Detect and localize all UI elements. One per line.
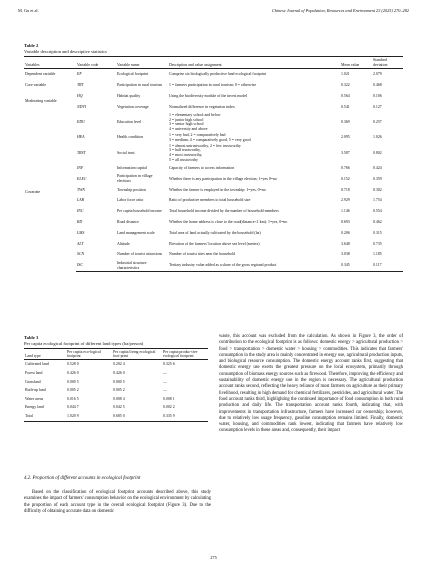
mean-value: 1.146	[341, 209, 350, 214]
variable-description: Using the biodiversity module of the invest model	[169, 94, 248, 99]
value-cell: 0.426 0	[113, 370, 125, 375]
variable-description: Number of tourist sites near the household	[169, 252, 236, 257]
table3-title: Per capita ecological footprint of different land types (ha/person)	[24, 340, 144, 346]
table-row	[24, 369, 208, 378]
standard-deviation: 1.754	[373, 198, 382, 203]
mean-value: 0.152	[341, 176, 350, 181]
mean-value: 3.648	[341, 241, 350, 246]
table-row	[24, 239, 403, 250]
land-type-cell: Water areas	[25, 396, 44, 401]
standard-deviation: 0.117	[372, 260, 403, 271]
table-row	[24, 249, 403, 260]
table-row	[24, 91, 403, 102]
table3-header: Per capita living ecological foot-print	[112, 349, 162, 360]
value-cell: 0.005 2	[67, 388, 79, 393]
mean-value: 1.021	[341, 72, 350, 77]
value-cell: 0.202 4	[113, 362, 125, 367]
table-row	[24, 395, 208, 404]
table-row	[24, 185, 403, 196]
table-row	[24, 228, 403, 239]
variable-name: Land management scale	[117, 230, 155, 235]
variable-name: Number of tourist attractions	[117, 252, 163, 257]
table-row	[24, 378, 208, 387]
section-heading: 4.2. Proportion of different accounts in ecological footprint	[24, 476, 141, 481]
variable-description: Elevation of the farmers' location above sea level (meters)	[169, 241, 260, 246]
variable-description: Capacity of farmers to access information	[169, 166, 235, 171]
header-journal: Chinese Journal of Population, Resources and Environment 23 (2025) 270–282	[271, 8, 409, 13]
variable-description: Whether the home address is close to the road(distance<1 km): 1=yes, 0=no	[169, 220, 288, 225]
table-row	[24, 360, 208, 369]
standard-deviation: 0.735	[373, 241, 382, 246]
variable-code: HQ	[77, 94, 83, 99]
table3-caption	[24, 335, 143, 346]
mean-value: 0.541	[341, 104, 350, 109]
table-row	[24, 195, 403, 206]
standard-deviation: 1.185	[373, 252, 382, 257]
standard-deviation: 0.302	[373, 187, 382, 192]
variable-code: ISC	[76, 260, 116, 271]
variable-code: LAB	[77, 198, 84, 203]
value-cell: 0.000 5	[113, 379, 125, 384]
table3-header-row	[24, 349, 208, 360]
value-cell: 0.002 2	[163, 405, 175, 410]
group-label: Dependent variable	[25, 72, 56, 77]
variable-code: HEA	[77, 135, 85, 140]
table-row	[24, 260, 403, 271]
value-cell: 0.044 7	[67, 405, 79, 410]
variable-description: 1 = almost untrustworthy, 2 = few trustworthy 3 = half trustworthy, 4 = most trustworthy, 5 = all trustworthy	[169, 143, 241, 162]
variable-name: Participation in rural tourism	[117, 83, 163, 88]
table-row	[24, 206, 403, 217]
value-cell: —	[163, 388, 167, 393]
table2-header: Variable code	[76, 57, 116, 69]
value-cell: 0.528 0	[67, 362, 79, 367]
standard-deviation: 0.127	[373, 104, 382, 109]
standard-deviation: 0.802	[373, 150, 382, 155]
variable-name: Road distance	[117, 220, 139, 225]
standard-deviation: 2.079	[373, 72, 382, 77]
variable-description: Total household income divided by the number of household members	[169, 209, 279, 214]
variable-code: EDU	[77, 120, 85, 125]
variable-name: Habitat quality	[117, 94, 141, 99]
mean-value: 0.322	[341, 83, 350, 88]
variable-description: 1 = very bad, 2 = comparatively bad 3 = medium, 4 = comparatively good, 5 = very good	[169, 133, 251, 142]
table-row	[24, 132, 403, 143]
right-column-paragraph: waste, this account was excluded from the calculation. As shown in Figure 3, the order of contribution to the ecological footprint is as follows: domestic energy > agricultural production > food > transportation > domestic water > housing > commodities. This indicates that farmers' consumption in the study area is mainly concentrated in energy use, agricultural production inputs, and biological resource consumption. The domestic energy account ranks first, suggesting that domestic energy use exerts the greatest pressure on the local ecosystem, primarily through consumption of biomass energy sources such as firewood. Therefore, improving the efficiency and sustainability of domestic energy use in the region is necessary. The agricultural production account ranks second, reflecting the heavy reliance of most farmers on agriculture as their primary livelihood, resulting in high demand for chemical fertilizers, pesticides, and agricultural water. The food account ranks third, highlighting the continued importance of food consumption in both rural production and daily life. The transportation account ranks fourth, indicating that, with improvements in transportation infrastructure, farmers have increased car ownership; however, due to relatively low usage frequency, gasoline consumption remains limited. Finally, domestic water, housing, and commodities rank lowest, indicating that farmers have relatively low consumption levels in these areas and, consequently, their impact	[219, 334, 403, 434]
table-row	[24, 412, 208, 421]
variable-code: LMS	[77, 230, 85, 235]
land-type-cell: Built-up land	[25, 388, 46, 393]
running-header	[18, 8, 409, 17]
value-cell: 1.020 9	[66, 412, 112, 421]
variable-name: Participation in village elections	[117, 174, 153, 184]
left-column-paragraph: Based on the classification of ecological footprint accounts described above, this study examines the impact of farmers' consumption behavior on the ecological environment by calculating the proportion of each account type in the overall ecological footprint (Figure 3). Due to the difficulty of obtaining accurate data on domestic	[24, 490, 211, 514]
variable-name: Township position	[117, 187, 146, 192]
table3-header: Per capita produc-tive ecological footprint	[162, 349, 208, 360]
header-authors: M. Gu et al.	[18, 8, 39, 13]
standard-deviation: 0.554	[373, 209, 382, 214]
table2-label: Table 2	[24, 43, 39, 48]
table-row	[24, 163, 403, 174]
standard-deviation: 0.257	[373, 120, 382, 125]
table2-header: Mean value	[340, 57, 372, 69]
value-cell: 0.426 0	[67, 370, 79, 375]
variable-name: Education level	[117, 120, 142, 125]
land-type-cell: Forest land	[25, 370, 43, 375]
variable-code: TRT	[77, 83, 84, 88]
variable-name: Information capital	[117, 166, 147, 171]
variable-code: INC	[77, 209, 84, 214]
mean-value: 0.345	[340, 260, 372, 271]
table-row	[24, 174, 403, 185]
mean-value: 0.206	[341, 230, 350, 235]
variable-code: SCN	[77, 252, 85, 257]
standard-deviation: 0.462	[373, 220, 382, 225]
standard-deviation: 0.424	[373, 166, 382, 171]
value-cell: —	[163, 370, 167, 375]
table3-label: Table 3	[24, 335, 39, 340]
variable-code: TRST	[77, 150, 86, 155]
table2-title: Variable description and descriptive statistics	[24, 48, 107, 54]
land-type-cell: Total	[24, 412, 66, 421]
table3	[24, 348, 208, 422]
table-row	[24, 69, 403, 80]
variable-description: Normalized difference in vegetation index	[169, 104, 235, 109]
land-type-cell: Cultivated land	[25, 362, 49, 367]
variable-name: Vegetation coverage	[117, 104, 149, 109]
page-number: 275	[210, 555, 217, 560]
value-cell: 0.335 9	[162, 412, 208, 421]
mean-value: 2.095	[341, 135, 350, 140]
variable-name: Social trust	[117, 150, 135, 155]
value-cell: 0.008 4	[113, 396, 125, 401]
variable-description: Whether there is any participation in the village election; 1=yes 0=no	[169, 176, 277, 181]
mean-value: 0.564	[341, 94, 350, 99]
variable-name: Industrial structure characteristics	[116, 260, 168, 271]
mean-value: 0.369	[341, 120, 350, 125]
table-row	[24, 217, 403, 228]
value-cell: 0.325 6	[163, 362, 175, 367]
variable-code: EF	[77, 72, 82, 77]
variable-code: NDVI	[77, 104, 87, 109]
mean-value: 0.766	[341, 166, 350, 171]
group-label: Core variable	[25, 83, 47, 88]
table-row	[24, 143, 403, 163]
standard-deviation: 0.106	[373, 94, 382, 99]
variable-name: Labor force ratio	[117, 198, 144, 203]
variable-name: Altitude	[117, 241, 130, 246]
variable-code: RD	[77, 220, 83, 225]
standard-deviation: 1.026	[373, 135, 382, 140]
table-row	[24, 386, 208, 395]
value-cell: 0.008 1	[163, 396, 175, 401]
variable-code: ALT	[77, 241, 84, 246]
land-type-cell: Grassland	[25, 379, 41, 384]
mean-value: 2.929	[341, 198, 350, 203]
variable-description: Total area of land actually cultivated by the household (ha)	[169, 230, 261, 235]
variable-description: 1 = elementary school and below 2 = junior high school 3 = senior high school 4 = university and above	[169, 113, 221, 132]
land-type-cell: Energy land	[25, 405, 44, 410]
mean-value: 0.693	[341, 220, 350, 225]
value-cell: 0.685 0	[112, 412, 162, 421]
mean-value: 3.587	[341, 150, 350, 155]
table2-caption	[24, 43, 107, 54]
variable-code: TWN	[77, 187, 85, 192]
table2-header: Description and value assignment	[168, 57, 340, 69]
table2-header-row	[24, 57, 403, 69]
variable-name: Health condition	[117, 135, 144, 140]
table-row	[24, 80, 403, 91]
mean-value: 0.718	[341, 187, 350, 192]
value-cell: 0.042 5	[113, 405, 125, 410]
value-cell: 0.016 5	[67, 396, 79, 401]
standard-deviation: 0.468	[373, 83, 382, 88]
value-cell: 0.005 2	[113, 388, 125, 393]
mean-value: 3.038	[341, 252, 350, 257]
table-row	[24, 403, 208, 412]
value-cell: —	[163, 379, 167, 384]
variable-name: Ecological footprint	[117, 72, 149, 77]
table2	[24, 56, 403, 272]
table2-header: Variables	[24, 57, 76, 69]
standard-deviation: 0.315	[373, 230, 382, 235]
variable-description: Whether the farmer is employed in the township: 1=yes, 0=no	[169, 187, 266, 192]
standard-deviation: 0.359	[373, 176, 382, 181]
table2-header: Standard deviation	[372, 57, 403, 69]
variable-code: INF	[77, 166, 84, 171]
variable-name: Per capita household income	[117, 209, 162, 214]
table-row	[24, 113, 403, 133]
table3-header: Land type	[24, 349, 66, 360]
group-label: Covariate	[25, 189, 41, 194]
group-label: Moderating variable	[25, 99, 57, 104]
variable-description: Tertiary industry value added as a share of the gross regional product	[168, 260, 340, 271]
variable-description: Ratio of productive members to total household size	[169, 198, 251, 203]
variable-description: Comprise six biologically productive land ecological footprint	[169, 72, 267, 77]
variable-description: 1 = farmers participation in rural tourism; 0 = otherwise	[169, 83, 257, 88]
table2-header: Variable name	[116, 57, 168, 69]
value-cell: 0.000 5	[67, 379, 79, 384]
table3-header: Per capita eco-logical footprint	[66, 349, 112, 360]
table-row	[24, 102, 403, 113]
variable-code: ELEC	[77, 176, 87, 181]
